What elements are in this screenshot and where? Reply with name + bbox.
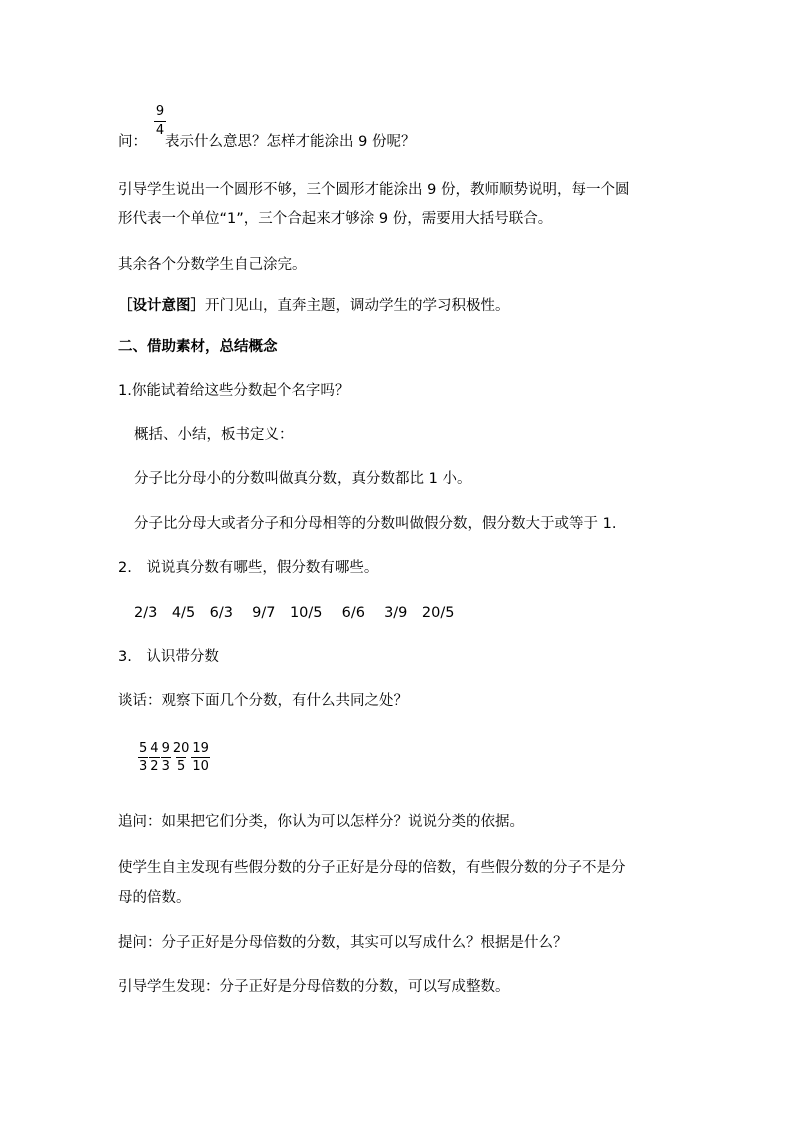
fraction-denominator: 4 — [155, 123, 165, 138]
fraction-item — [138, 740, 148, 775]
fraction-item — [161, 740, 171, 775]
fraction-group — [138, 740, 210, 775]
fraction-denominator: 3 — [161, 759, 170, 774]
fraction-list: 2/3 4/5 6/3 9/7 10/5 6/6 3/9 20/5 — [134, 605, 455, 621]
paragraph-1-line-2: 形代表一个单位“1”，三个合起来才够涂 9 份，需要用大括号联合。 — [118, 211, 553, 227]
fraction-bar — [154, 121, 166, 122]
fraction-denominator: 3 — [139, 759, 148, 774]
question-line — [118, 132, 415, 152]
fraction-numerator: 19 — [192, 741, 209, 756]
section-heading: 二、借助素材，总结概念 — [118, 339, 278, 355]
paragraph-3-line-1: 使学生自主发现有些假分数的分子正好是分母的倍数，有些假分数的分子不是分 — [118, 860, 626, 876]
design-intent-label: ［设计意图］ — [118, 298, 205, 314]
fraction-denominator: 10 — [192, 759, 209, 774]
paragraph-3-line-2: 母的倍数。 — [118, 890, 191, 906]
fraction-item — [172, 740, 191, 775]
fraction-numerator: 4 — [150, 741, 159, 756]
design-intent — [118, 296, 510, 316]
fraction-numerator: 9 — [161, 741, 170, 756]
fraction-denominator: 5 — [176, 759, 186, 774]
followup-question: 追问：如果把它们分类，你认为可以怎样分？说说分类的依据。 — [118, 814, 524, 830]
talk-line: 谈话：观察下面几个分数，有什么共同之处？ — [118, 693, 408, 709]
definition-proper-fraction: 分子比分母小的分数叫做真分数，真分数都比 1 小。 — [134, 471, 472, 487]
question-suffix: 表示什么意思？怎样才能涂出 9 份呢？ — [165, 134, 416, 150]
design-intent-text: 开门见山，直奔主题，调动学生的学习积极性。 — [205, 298, 510, 314]
list-item-2: 2. 说说真分数有哪些，假分数有哪些。 — [118, 560, 379, 576]
prompt-question: 提问：分子正好是分母倍数的分数，其实可以写成什么？根据是什么？ — [118, 935, 568, 951]
fraction-denominator: 2 — [150, 759, 159, 774]
definition-improper-fraction: 分子比分母大或者分子和分母相等的分数叫做假分数，假分数大于或等于 1. — [134, 516, 617, 532]
list-item-1-summary: 概括、小结，板书定义： — [134, 427, 294, 443]
fraction-numerator: 20 — [172, 741, 190, 756]
fraction-numerator: 5 — [139, 741, 148, 756]
list-item-1: 1.你能试着给这些分数起个名字吗？ — [118, 383, 350, 399]
question-prefix: 问： — [118, 134, 147, 150]
list-item-3: 3. 认识带分数 — [118, 649, 219, 665]
fraction-item — [191, 740, 210, 775]
fraction-item — [149, 740, 159, 775]
fraction-numerator: 9 — [155, 104, 165, 119]
paragraph-1-line-1: 引导学生说出一个圆形不够，三个圆形才能涂出 9 份，教师顺势说明，每一个圆 — [118, 182, 630, 198]
paragraph-2: 其余各个分数学生自己涂完。 — [118, 257, 307, 273]
conclusion: 引导学生发现：分子正好是分母倍数的分数，可以写成整数。 — [118, 979, 510, 995]
